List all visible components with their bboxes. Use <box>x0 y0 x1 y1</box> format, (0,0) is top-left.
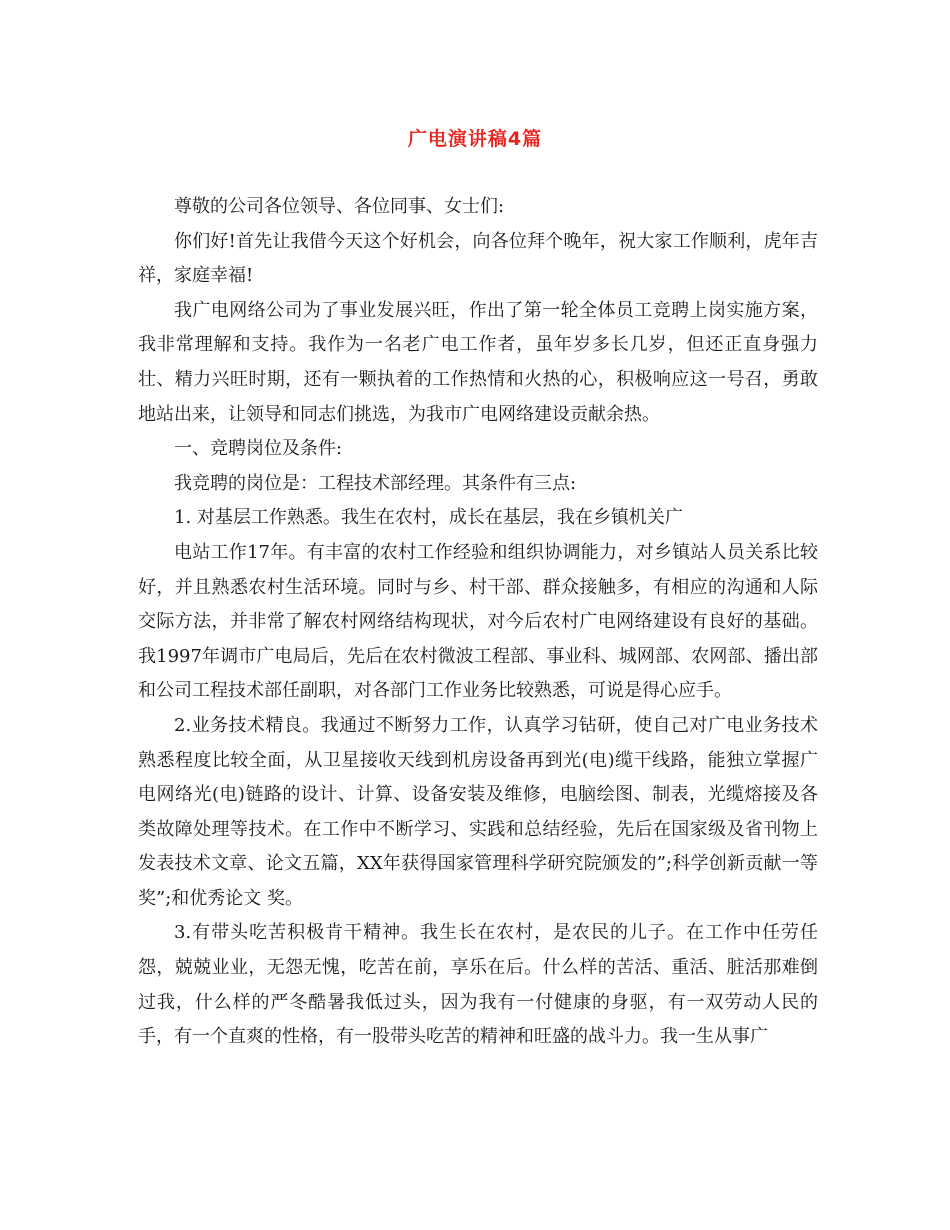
section-heading: 一、竞聘岗位及条件: <box>174 438 343 460</box>
paragraph-point-3: 3.有带头吃苦积极肯干精神。我生长在农村，是农民的儿子。在工作中任劳任怨，兢兢业业，无怨无愧，吃苦在前，享乐在后。什么样的苦活、重活、脏活那难倒过我，什么样的严冬酷暑我低过头，因为我有一付健康的身驱，有一双劳动人民的手，有一个直爽的性格，有一股带头吃苦的精神和旺盛的战斗力。我一生从事广 <box>138 922 818 1048</box>
paragraph-point-1-start: 1. 对基层工作熟悉。我生在农村，成长在基层，我在乡镇机关广 <box>174 507 683 529</box>
paragraph-point-1-continued: 电站工作17年。有丰富的农村工作经验和组织协调能力，对乡镇站人员关系比较好，并且熟悉农村生活环境。同时与乡、村干部、群众接触多，有相应的沟通和人际交际方法，并非常了解农村网络结构现状，对今后农村广电网络建设有良好的基础。我1997年调市广电局后，先后在农村微波工程部、事业科、城网部、农网部、播出部和公司工程技术部任副职，对各部门工作业务比较熟悉，可说是得心应手。 <box>138 541 818 702</box>
document-title: 广电演讲稿4篇 <box>407 128 543 150</box>
paragraph-point-2: 2.业务技术精良。我通过不断努力工作，认真学习钻研，使自己对广电业务技术熟悉程度比较全面，从卫星接收天线到机房设备再到光(电)缆干线路，能独立掌握广电网络光(电)链路的设计、计算、设备安装及维修，电脑绘图、制表，光缆熔接及各类故障处理等技术。在工作中不断学习、实践和总结经验，先后在国家级及省刊物上发表技术文章、论文五篇，XX年获得国家管理科学研究院颁发的”;科学创新贡献一等奖”;和优秀论文 奖。 <box>138 714 818 909</box>
paragraph-intro: 我广电网络公司为了事业发展兴旺，作出了第一轮全体员工竞聘上岗实施方案，我非常理解和支持。我作为一名老广电工作者，虽年岁多长几岁，但还正直身强力壮、精力兴旺时期，还有一颗执着的工作热情和火热的心，积极响应这一号召，勇敢地站出来，让领导和同志们挑选，为我市广电网络建设贡献余热。 <box>138 299 818 425</box>
paragraph-salutation: 尊敬的公司各位领导、各位同事、女士们: <box>174 196 505 217</box>
paragraph-position: 我竞聘的岗位是：工程技术部经理。其条件有三点: <box>174 472 577 494</box>
document-body <box>138 190 818 1055</box>
paragraph-greeting: 你们好!首先让我借今天这个好机会，向各位拜个晚年，祝大家工作顺利，虎年吉祥，家庭幸福! <box>138 230 818 287</box>
